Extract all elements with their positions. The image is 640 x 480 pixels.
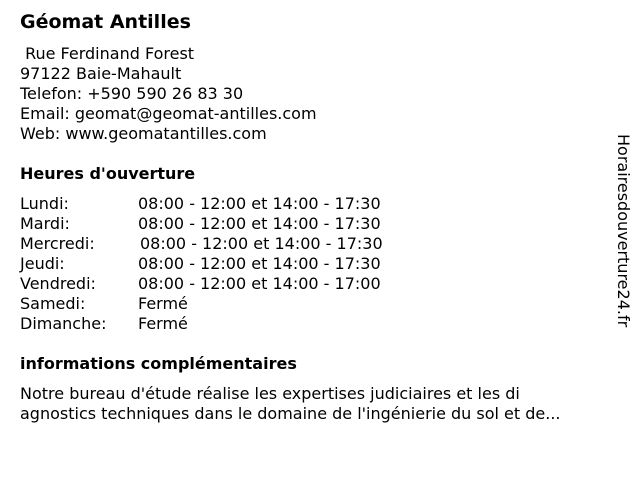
phone-line: Telefon: +590 590 26 83 30	[20, 84, 244, 103]
day-label: Lundi:	[20, 194, 69, 213]
day-label: Jeudi:	[20, 254, 65, 273]
city-line: 97122 Baie-Mahault	[20, 64, 182, 83]
web-line: Web: www.geomatantilles.com	[20, 124, 267, 143]
day-label: Mercredi:	[20, 234, 95, 253]
additional-info-text	[20, 384, 561, 424]
day-hours: 08:00 - 12:00 et 14:00 - 17:00	[138, 274, 381, 293]
opening-hours-heading: Heures d'ouverture	[20, 164, 196, 183]
address-block	[20, 44, 317, 144]
day-hours: 08:00 - 12:00 et 14:00 - 17:30	[138, 194, 381, 213]
day-hours: 08:00 - 12:00 et 14:00 - 17:30	[140, 234, 383, 253]
day-hours: Fermé	[138, 294, 188, 313]
day-hours: 08:00 - 12:00 et 14:00 - 17:30	[138, 254, 381, 273]
site-watermark	[612, 134, 634, 370]
day-label: Samedi:	[20, 294, 86, 313]
day-label: Vendredi:	[20, 274, 96, 293]
day-hours: 08:00 - 12:00 et 14:00 - 17:30	[138, 214, 381, 233]
business-name: Géomat Antilles	[20, 11, 191, 33]
day-hours: Fermé	[138, 314, 188, 333]
day-label: Mardi:	[20, 214, 70, 233]
email-line: Email: geomat@geomat-antilles.com	[20, 104, 317, 123]
watermark-text: Horairesdouverture24.fr	[614, 134, 633, 328]
street-address: Rue Ferdinand Forest	[20, 44, 195, 63]
additional-info-heading: informations complémentaires	[20, 354, 297, 373]
info-line-2: agnostics techniques dans le domaine de l'ingénierie du sol et de...	[20, 404, 561, 423]
day-label: Dimanche:	[20, 314, 107, 333]
info-line-1: Notre bureau d'étude réalise les expertises judiciaires et les di	[20, 384, 520, 403]
